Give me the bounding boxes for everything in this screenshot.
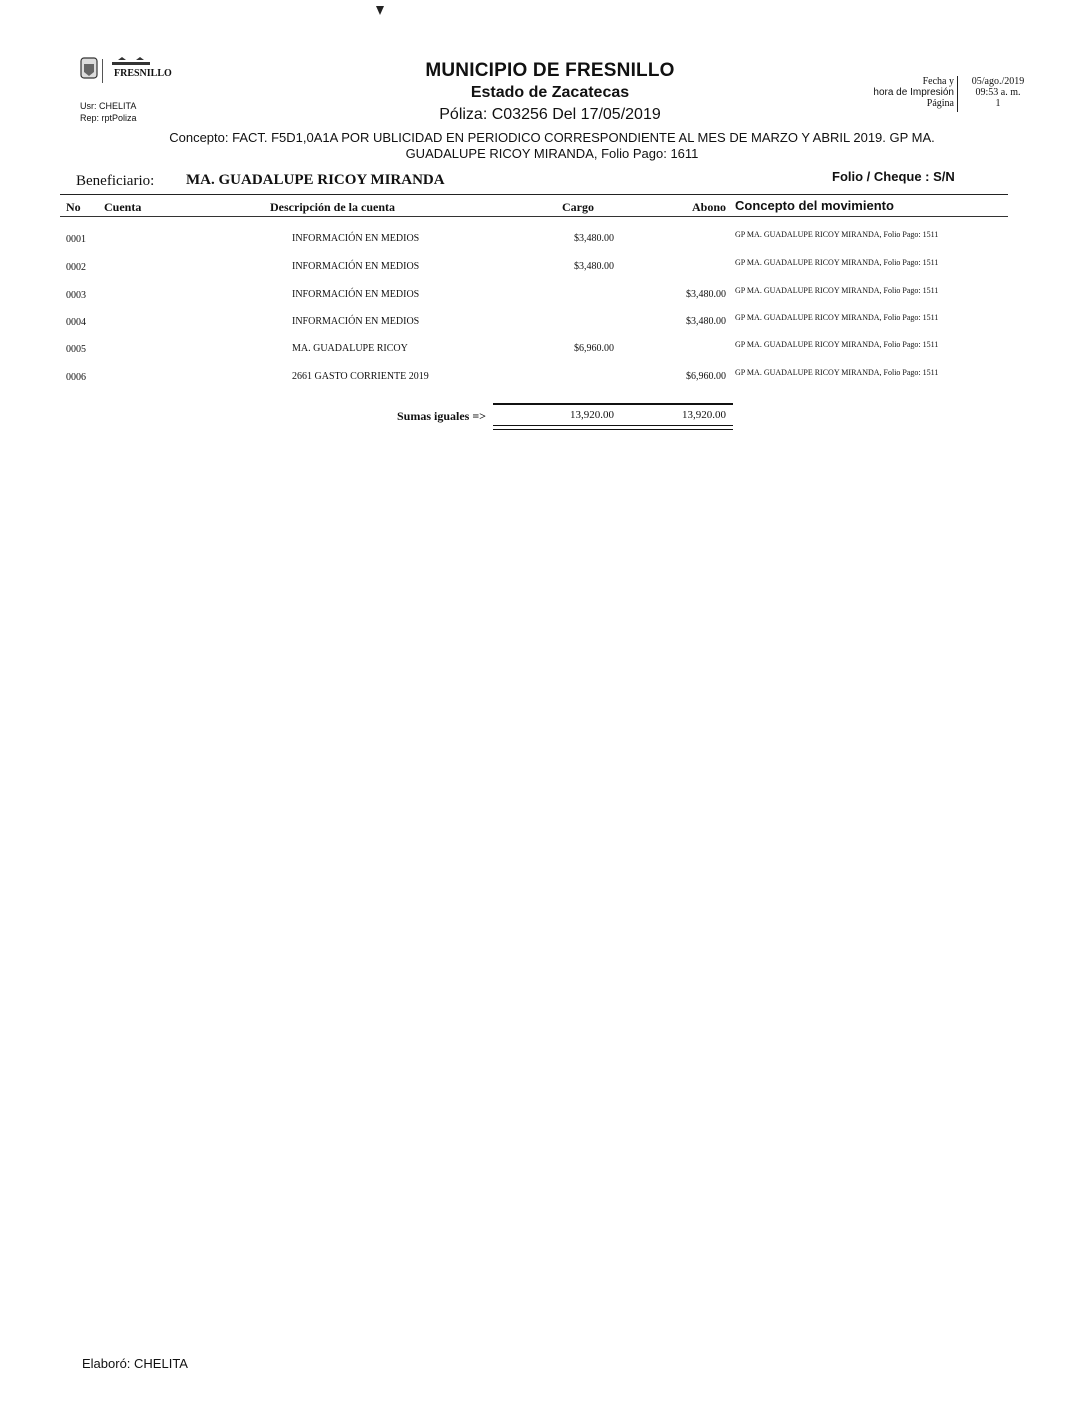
row-no: 0003 xyxy=(66,290,86,301)
print-date: 05/ago./2019 xyxy=(971,76,1025,87)
totals-bottom-rule-1 xyxy=(493,425,733,426)
table-row xyxy=(0,368,1088,396)
row-descripcion: INFORMACIÓN EN MEDIOS xyxy=(292,233,420,244)
user-info xyxy=(80,100,137,124)
row-concepto: GP MA. GUADALUPE RICOY MIRANDA, Folio Pago: 1511 xyxy=(735,340,939,349)
elaboro-footer: Elaboró: CHELITA xyxy=(82,1356,188,1371)
print-label-pagina: Página xyxy=(926,98,954,109)
row-descripcion: INFORMACIÓN EN MEDIOS xyxy=(292,261,420,272)
totals-top-rule xyxy=(493,403,733,405)
row-descripcion: 2661 GASTO CORRIENTE 2019 xyxy=(292,371,429,382)
row-concepto: GP MA. GUADALUPE RICOY MIRANDA, Folio Pago: 1511 xyxy=(735,313,939,322)
totals-label: Sumas iguales => xyxy=(396,409,486,423)
row-descripcion: MA. GUADALUPE RICOY xyxy=(292,343,408,354)
totals-bottom-rule-2 xyxy=(493,429,733,430)
row-no: 0004 xyxy=(66,317,86,328)
row-concepto: GP MA. GUADALUPE RICOY MIRANDA, Folio Pago: 1511 xyxy=(735,258,939,267)
col-header-concepto: Concepto del movimiento xyxy=(735,198,894,213)
row-no: 0002 xyxy=(66,262,86,273)
table-row xyxy=(0,258,1088,286)
table-row xyxy=(0,286,1088,314)
table-row xyxy=(0,340,1088,368)
row-no: 0005 xyxy=(66,344,86,355)
concepto-line-2: GUADALUPE RICOY MIRANDA, Folio Pago: 1611 xyxy=(405,146,699,161)
concepto-block xyxy=(102,130,1002,162)
row-descripcion: INFORMACIÓN EN MEDIOS xyxy=(292,289,420,300)
col-header-no: No xyxy=(66,200,81,214)
print-label-fecha: Fecha y xyxy=(922,76,954,87)
logo-text: FRESNILLO xyxy=(114,68,172,79)
page-number: 1 xyxy=(995,98,1001,109)
page-subtitle: Estado de Zacatecas xyxy=(470,84,630,101)
print-date-labels xyxy=(820,76,954,109)
row-no: 0001 xyxy=(66,234,86,245)
totals-cargo: 13,920.00 xyxy=(570,409,614,421)
user-name: Usr: CHELITA xyxy=(80,101,137,111)
row-cargo: $6,960.00 xyxy=(574,343,614,354)
table-header-rule xyxy=(60,216,1008,217)
col-header-abono: Abono xyxy=(691,200,726,214)
table-top-rule xyxy=(60,194,1008,195)
totals-abono: 13,920.00 xyxy=(682,409,726,421)
row-cargo: $3,480.00 xyxy=(574,233,614,244)
print-date-values xyxy=(962,76,1034,109)
row-concepto: GP MA. GUADALUPE RICOY MIRANDA, Folio Pago: 1511 xyxy=(735,230,939,239)
scan-mark-icon xyxy=(376,6,384,15)
row-cargo: $3,480.00 xyxy=(574,261,614,272)
page-title: MUNICIPIO DE FRESNILLO xyxy=(425,60,675,81)
row-no: 0006 xyxy=(66,372,86,383)
folio-cheque: Folio / Cheque : S/N xyxy=(832,169,955,184)
row-descripcion: INFORMACIÓN EN MEDIOS xyxy=(292,316,420,327)
municipality-logo xyxy=(80,56,172,86)
col-header-cuenta: Cuenta xyxy=(104,200,142,214)
col-header-cargo: Cargo xyxy=(562,200,594,214)
col-header-descripcion: Descripción de la cuenta xyxy=(270,200,395,214)
print-divider xyxy=(957,76,958,112)
table-row xyxy=(0,230,1088,258)
row-concepto: GP MA. GUADALUPE RICOY MIRANDA, Folio Pago: 1511 xyxy=(735,286,939,295)
row-abono: $6,960.00 xyxy=(686,371,726,382)
row-abono: $3,480.00 xyxy=(686,316,726,327)
row-concepto: GP MA. GUADALUPE RICOY MIRANDA, Folio Pago: 1511 xyxy=(735,368,939,377)
print-label-hora: hora de Impresión xyxy=(873,87,954,98)
beneficiario-value: MA. GUADALUPE RICOY MIRANDA xyxy=(186,172,445,188)
poliza-number: Póliza: C03256 Del 17/05/2019 xyxy=(439,106,661,123)
beneficiario-label: Beneficiario: xyxy=(76,173,155,189)
table-row xyxy=(0,313,1088,341)
concepto-line-1: Concepto: FACT. F5D1,0A1A POR UBLICIDAD EN PERIODICO CORRESPONDIENTE AL MES DE MARZO Y ABRIL 2019. GP MA. xyxy=(169,130,935,145)
row-abono: $3,480.00 xyxy=(686,289,726,300)
report-name: Rep: rptPoliza xyxy=(80,113,137,123)
print-time: 09:53 a. m. xyxy=(975,87,1021,98)
